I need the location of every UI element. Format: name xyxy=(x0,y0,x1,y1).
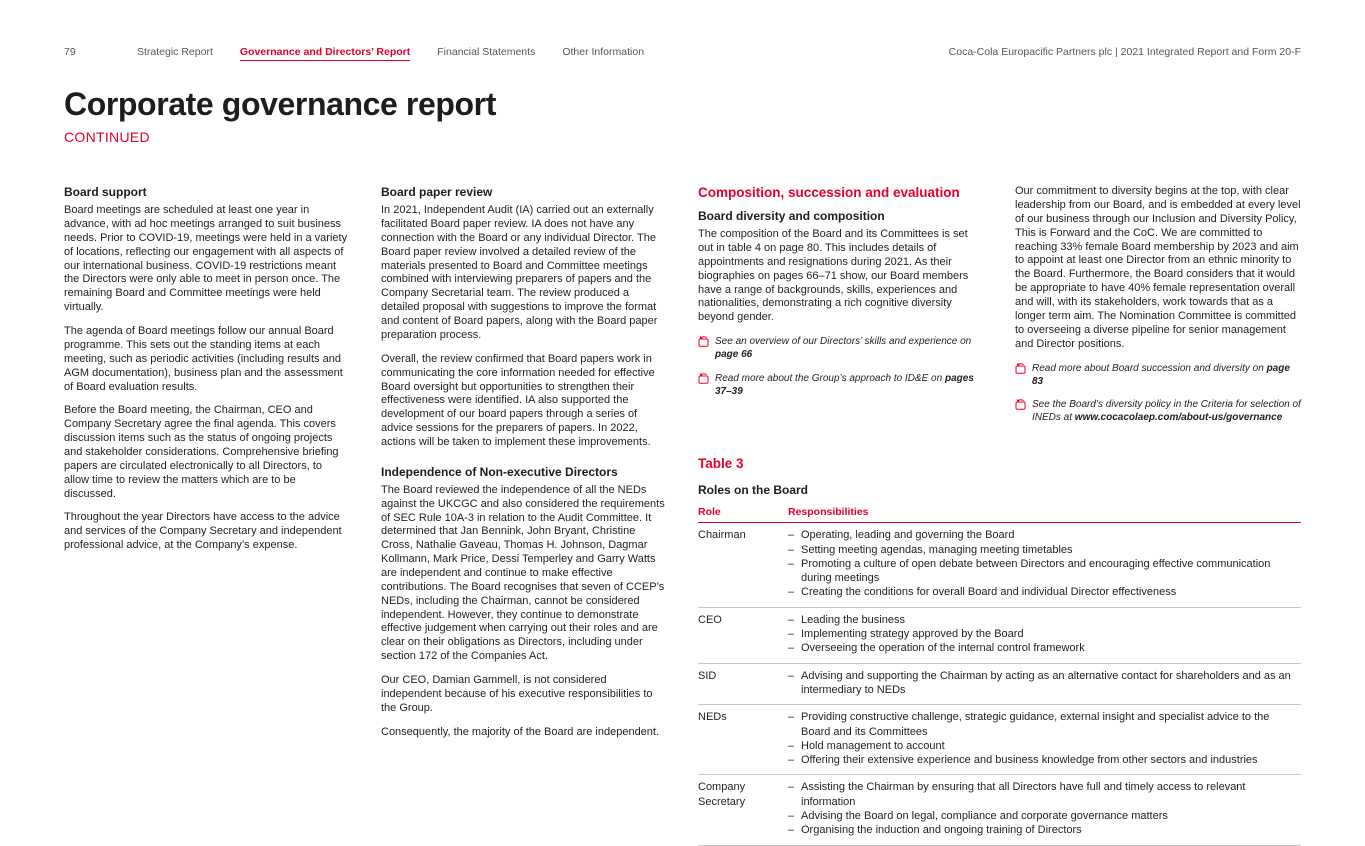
responsibilities-cell xyxy=(788,528,1301,599)
cross-reference-text: See the Board’s diversity policy in the Criteria for selection of INEDs at www.cocacolaep.com/about-us/governance xyxy=(1032,398,1301,424)
cross-reference[interactable] xyxy=(1015,362,1301,388)
responsibility-item: – Overseeing the operation of the internal control framework xyxy=(788,641,1301,655)
composition-paragraphs xyxy=(698,228,984,325)
column-header-responsibilities: Responsibilities xyxy=(788,506,869,519)
role-cell: Chairman xyxy=(698,529,746,542)
column-diversity-commitment xyxy=(1015,185,1301,434)
report-brand-text: Coca-Cola Europacific Partners plc | 2021 Integrated Report and Form 20-F xyxy=(948,46,1301,58)
table-row xyxy=(698,608,1301,664)
cross-reference-icon xyxy=(1015,399,1026,424)
responsibility-item: – Organising the induction and ongoing training of Directors xyxy=(788,823,1301,837)
board-support-paragraphs xyxy=(64,204,350,553)
cross-reference-text: See an overview of our Directors’ skills and experience on page 66 xyxy=(715,336,972,361)
board-paper-review-heading: Board paper review xyxy=(381,185,493,200)
role-cell: Company Secretary xyxy=(698,781,746,808)
paragraph: The agenda of Board meetings follow our annual Board programme. This sets out the standing items at each meeting, such as periodic activities (including results and AGM documentation), business plan and the assessment of Board evaluation results. xyxy=(64,325,343,393)
cross-reference[interactable] xyxy=(1015,398,1301,424)
cross-reference[interactable] xyxy=(698,372,984,398)
role-cell: CEO xyxy=(698,613,722,626)
paragraph: Board meetings are scheduled at least one year in advance, with ad hoc meetings arranged to suit business needs. Prior to COVID-19, meetings were held in a variety of locations, reflecting our engagement with all aspects of our international business. COVID-19 restrictions meant the Directors were only able to meet in person once. The remaining Board and Committee meetings were held virtually. xyxy=(64,204,348,314)
independence-paragraphs xyxy=(381,484,667,740)
responsibilities-cell xyxy=(788,710,1301,767)
page-number: 79 xyxy=(64,46,76,58)
responsibility-item: – Advising and supporting the Chairman by acting as an alternative contact for shareholders and as an intermediary to NEDs xyxy=(788,669,1301,698)
responsibility-item: – Leading the business xyxy=(788,613,1301,627)
top-nav xyxy=(137,46,644,61)
table3-body xyxy=(698,523,1301,845)
responsibility-item: – Creating the conditions for overall Board and individual Director effectiveness xyxy=(788,585,1301,599)
nav-governance-directors-report[interactable]: Governance and Directors’ Report xyxy=(240,46,410,61)
diversity-crossrefs xyxy=(1015,362,1301,425)
paragraph: Our CEO, Damian Gammell, is not considered independent because of his executive responsibilities to the Group. xyxy=(381,673,653,714)
paragraph: Our commitment to diversity begins at the top, with clear leadership from our Board, and is embedded at every level of our business through our Inclusion and Diversity Policy, This is Forward and the CoC. We are committed to reaching 33% female Board membership by 2023 and aim to appoint at least one Director from an ethnic minority to the Board. Furthermore, the Board considers that it would be appropriate to have 40% female representation overall and will, with its stakeholders, work towards that as a longer term aim. The Nomination Committee is committed to overseeing a diverse pipeline for senior management and Director positions. xyxy=(1015,185,1301,350)
table3-title: Roles on the Board xyxy=(698,483,809,498)
paragraph: Consequently, the majority of the Board are independent. xyxy=(381,725,660,738)
column-board-support xyxy=(64,185,350,845)
paragraph: The composition of the Board and its Committees is set out in table 4 on page 80. This includes details of appointments and resignations during 2021. As their biographies on pages 66–71 show, our Board members have a range of backgrounds, skills, experiences and nationalities, demonstrating a rich cognitive diversity beyond gender. xyxy=(698,228,969,324)
role-cell: SID xyxy=(698,669,717,682)
nav-other-information[interactable]: Other Information xyxy=(562,46,645,58)
responsibilities-cell xyxy=(788,613,1301,656)
column-composition xyxy=(698,185,984,434)
responsibility-item: – Hold management to account xyxy=(788,739,1301,753)
responsibility-item: – Assisting the Chairman by ensuring that all Directors have full and timely access to relevant information xyxy=(788,780,1301,809)
table-row xyxy=(698,775,1301,845)
responsibilities-cell xyxy=(788,669,1301,698)
table3-label: Table 3 xyxy=(698,456,744,472)
column-board-paper-review xyxy=(381,185,667,845)
cross-reference-text: Read more about Board succession and diversity on page 83 xyxy=(1032,362,1290,387)
page-title: Corporate governance report xyxy=(64,86,496,122)
responsibility-item: – Providing constructive challenge, strategic guidance, external insight and specialist advice to the Board and its Committees xyxy=(788,710,1301,739)
paragraph: Before the Board meeting, the Chairman, CEO and Company Secretary agree the final agenda. This covers discussion items such as the status of ongoing projects and stakeholder considerations. Comprehensive briefing papers are circulated electronically to all Directors, to allow time to review the matters which are to be discussed. xyxy=(64,404,339,500)
responsibilities-cell xyxy=(788,780,1301,837)
paragraph: The Board reviewed the independence of all the NEDs against the UKCGC and also considered the requirements of SEC Rule 10A-3 in relation to the Audit Committee. It determined that Jan Bennink, John Bryant, Christine Cross, Nathalie Gaveau, Thomas H. Johnson, Dagmar Kollmann, Mark Price, Dessi Temperley and Garry Watts are independent and continue to make effective contributions. The Board recognises that seven of CCEP’s NEDs, including the Chairman, cannot be considered independent. However, they continue to demonstrate effective judgement when carrying out their roles and are clear on their obligations as Directors, including under section 172 of the Companies Act. xyxy=(381,483,665,663)
cross-reference[interactable] xyxy=(698,335,984,361)
responsibility-item: – Promoting a culture of open debate between Directors and encouraging effective communication during meetings xyxy=(788,557,1301,586)
role-cell: NEDs xyxy=(698,711,727,724)
responsibility-item: – Implementing strategy approved by the Board xyxy=(788,627,1301,641)
paragraph: In 2021, Independent Audit (IA) carried out an externally facilitated Board paper review. IA does not have any connection with the Board or any individual Director. The Board paper review involved a detailed review of the materials presented to Board and Committee meetings combined with interviewing preparers of papers and the Company Secretarial team. The review produced a detailed proposal with suggestions to improve the format and content of Board papers, along with the Board paper preparation process. xyxy=(381,204,658,341)
page-subtitle: CONTINUED xyxy=(64,129,150,146)
content-columns xyxy=(64,185,1301,845)
cross-reference-text: Read more about the Group’s approach to ID&E on pages 37–39 xyxy=(715,372,974,397)
table3-header-row xyxy=(698,506,1301,523)
column-header-role: Role xyxy=(698,506,721,519)
board-support-heading: Board support xyxy=(64,185,147,200)
nav-strategic-report[interactable]: Strategic Report xyxy=(137,46,213,58)
nav-financial-statements[interactable]: Financial Statements xyxy=(437,46,536,58)
diversity-paragraphs xyxy=(1015,185,1301,351)
cross-reference-icon xyxy=(698,373,709,398)
table-row xyxy=(698,523,1301,607)
paragraph: Throughout the year Directors have access to the advice and services of the Company Secretary and independent professional advice, at the Company’s expense. xyxy=(64,511,342,552)
table3-section xyxy=(698,456,1301,845)
right-top-columns xyxy=(698,185,1301,434)
board-paper-review-paragraphs xyxy=(381,204,667,450)
composition-heading: Composition, succession and evaluation xyxy=(698,185,960,201)
composition-crossrefs xyxy=(698,335,984,398)
paragraph: Overall, the review confirmed that Board papers work in communicating the core information needed for effective Board oversight but opportunities to strengthen their effectiveness were identified. IA also supported the development of our board papers through a series of advice sessions for the preparers of papers. In 2022, actions will be taken to implement these improvements. xyxy=(381,352,655,448)
board-diversity-subheading: Board diversity and composition xyxy=(698,209,885,224)
responsibility-item: – Operating, leading and governing the Board xyxy=(788,528,1301,542)
cross-reference-icon xyxy=(1015,363,1026,388)
responsibility-item: – Advising the Board on legal, compliance and corporate governance matters xyxy=(788,809,1301,823)
responsibility-item: – Offering their extensive experience and business knowledge from other sectors and industries xyxy=(788,753,1301,767)
right-half xyxy=(698,185,1301,845)
cross-reference-icon xyxy=(698,336,709,361)
responsibility-item: – Setting meeting agendas, managing meeting timetables xyxy=(788,543,1301,557)
table-row xyxy=(698,664,1301,706)
table-row xyxy=(698,705,1301,775)
independence-heading: Independence of Non-executive Directors xyxy=(381,464,618,479)
page-header xyxy=(64,46,1301,61)
